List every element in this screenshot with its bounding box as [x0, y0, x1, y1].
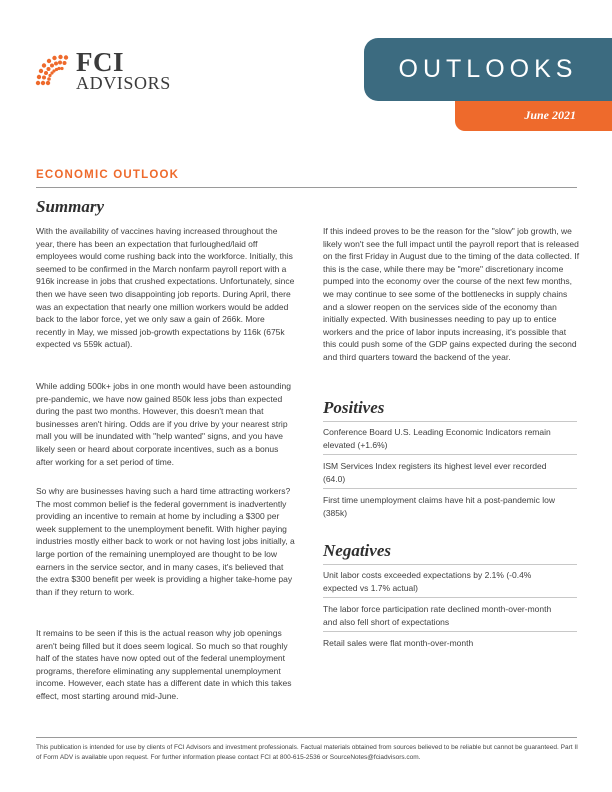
summary-heading: Summary	[36, 197, 105, 216]
positives-item-3: First time unemployment claims have hit a post-pandemic low (385k)	[323, 495, 555, 518]
positives-heading: Positives	[323, 398, 385, 417]
negatives-heading: Negatives	[323, 541, 391, 560]
section-title: ECONOMIC OUTLOOK	[36, 169, 180, 181]
logo-name-fci: FCI	[76, 47, 124, 77]
fci-advisors-logo	[34, 47, 194, 94]
summary-paragraph-4: It remains to be seen if this is the actual reason why job openings aren't being filled but it does seem logical. So much so that roughly half of the states have now opted out of the federal unemployment programs, therefore eliminating any supplemental unemployment income. However, each state has a different date in which this takes effect, most starting around mid-June.	[36, 628, 292, 701]
date-tab	[455, 101, 612, 131]
positives-divider	[323, 488, 577, 489]
negatives-item-3: Retail sales were flat month-over-month	[323, 638, 474, 648]
summary-paragraph-3: So why are businesses having such a hard time attracting workers? The most common belief is the federal government is inadvertently providing an incentive to remain at home by including a $300 per week supplement to the unemployment benefit. With higher paying industries mostly either back to work or not having lost jobs initially, a large portion of the remaining unemployed are thought to be low earners in the service sector, and in many cases, it's believed that the extra $300 benefit per week is providing a higher take-home pay than if they return to work.	[36, 486, 295, 597]
banner-title: OUTLOOKS	[398, 55, 578, 83]
positives-item-2: ISM Services Index registers its highest level ever recorded (64.0)	[323, 461, 547, 484]
negatives-divider	[323, 597, 577, 598]
positives-divider	[323, 421, 577, 422]
negatives-item-1: Unit labor costs exceeded expectations by 2.1% (-0.4% expected vs 1.7% actual)	[323, 570, 532, 593]
negatives-divider	[323, 564, 577, 565]
section-divider	[36, 187, 577, 188]
footer-disclaimer: This publication is intended for use by clients of FCI Advisors and investment professionals. Factual materials obtained from sources believed to be reliable but cannot be guaranteed. Part II of Form ADV is available upon request. For further information please contact FCI at 800-615-2536 or SourceNotes@fciadvisors.com.	[36, 744, 578, 761]
publication-date: June 2021	[524, 108, 576, 122]
outlooks-banner	[364, 38, 612, 101]
negatives-divider	[323, 631, 577, 632]
negatives-item-2: The labor force participation rate declined month-over-month and also fell short of expectations	[323, 604, 552, 627]
positives-divider	[323, 454, 577, 455]
summary-paragraph-2: While adding 500k+ jobs in one month would have been astounding pre-pandemic, we have now gained 850k less jobs than expected during the past two months. However, this doesn't mean that businesses aren't hiring. Odds are if you drive by your nearest strip mall you will be inundated with "help wanted" signs, and you have likely seen or heard about corporate incentives, such as a bonus after working for a set period of time.	[36, 381, 291, 467]
footer-divider	[36, 737, 577, 738]
logo-name-advisors: ADVISORS	[76, 73, 171, 93]
summary-paragraph-5: If this indeed proves to be the reason for the "slow" job growth, we likely won't see the full impact until the payroll report that is released on the first Friday in August due to the timing of the data collected. If this is the case, while there may be "more" discretionary income pumped into the economy over the course of the next few months, we may continue to see some of the bottlenecks in supply chains and a slower reopen on the services side of the economy than initially expected. With businesses needing to pay up to entice workers and the price of labor inputs increasing, it's possible that this could push some of the GDP gains expected during the second and third quarters toward the backend of the year.	[323, 226, 580, 362]
positives-item-1: Conference Board U.S. Leading Economic Indicators remain elevated (+1.6%)	[323, 427, 551, 450]
summary-paragraph-1: With the availability of vaccines having increased throughout the year, there has been an expectation that furloughed/laid off employees would come rushing back into the workforce. Initially, this seemed to be confirmed in the March nonfarm payroll report with a 916k increase in jobs that crushed expectations. Unfortunately, since then we have seen two disappointing job reports. During April, there was an expectation that nearly one million workers would be added back to the labor force, yet we only saw a gain of 266k. More recently in May, we missed job-growth expectations by 116k (675k expected vs 559k actual).	[36, 226, 295, 350]
sunburst-dots-icon	[34, 52, 70, 88]
